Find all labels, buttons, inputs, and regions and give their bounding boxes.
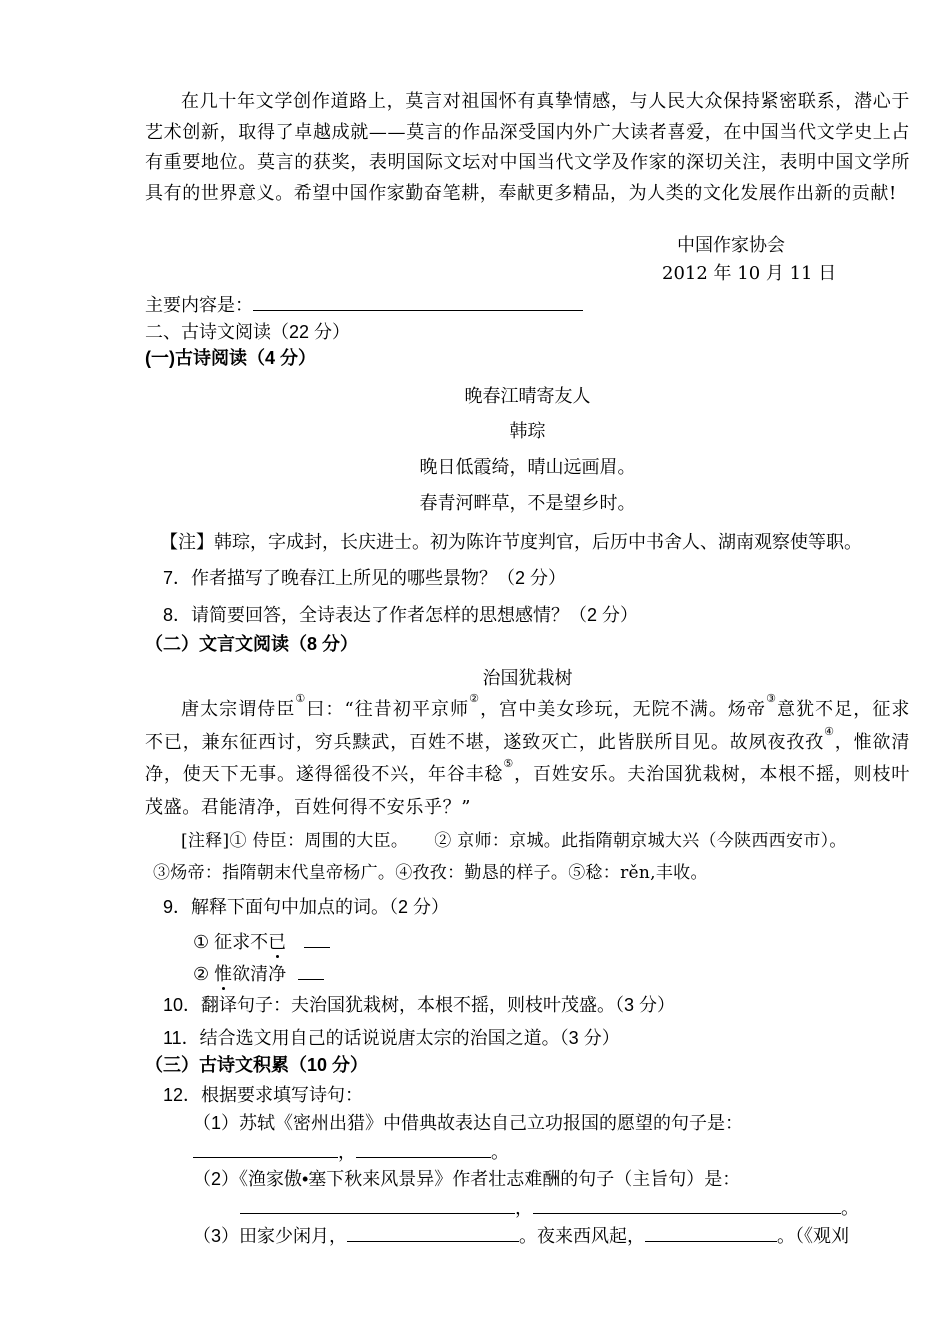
q12-3-text-mid: 。夜来西风起， [519,1226,646,1246]
text-seg-2: 曰：“往昔初平京师 [306,699,470,720]
question-12-1: （1）苏轼《密州出猎》中借典故表达自己立功报国的愿望的句子是： [193,1113,744,1133]
question-12-1-blanks [193,1139,509,1164]
note-ref-2: ② [469,692,481,705]
question-8: 8．请简要回答，全诗表达了作者怎样的思想感情？（2 分） [163,605,639,625]
poem-note: 【注】韩琮，字成封，长庆进士。初为陈许节度判官，后历中书舍人、湖南观察使等职。 [160,532,862,552]
poem-line-2: 春青河畔草，不是望乡时。 [419,493,636,514]
question-7: 7．作者描写了晚春江上所见的哪些景物？（2 分） [163,568,567,588]
annotation-line-1: [注释]① 侍臣：周围的大臣。 ② 京师：京城。此指隋朝京城大兴（今陕西西安市）。 [181,831,847,851]
main-content-row [145,292,583,317]
note-ref-1: ① [295,692,307,705]
annotation-line-2: ③炀帝：指隋朝末代皇帝杨广。④孜孜：勤恳的样子。⑤稔：rěn,丰收。 [153,863,708,883]
question-12: 12．根据要求填写诗句： [163,1085,364,1105]
q12-2-blank-1[interactable] [240,1195,515,1214]
q12-3-text-post: 。（《观刈 [777,1226,850,1246]
q9-2-text: ② [193,964,215,984]
question-9-item-2 [193,961,324,986]
q9-1-blank[interactable] [304,929,330,948]
q12-3-text-pre: （3）田家少闲月， [193,1226,348,1246]
note-ref-5: ⑤ [503,757,515,770]
question-12-3 [193,1223,849,1248]
text-seg-1: 唐太宗谓侍臣 [181,699,296,720]
q12-1-comma: ， [338,1142,356,1162]
classical-text-title: 治国犹栽树 [482,668,573,688]
classical-text-paragraph [145,694,910,824]
section2-title: 二、古诗文阅读（22 分） [145,322,351,342]
q9-2-text-post: 欲清净 [232,964,287,984]
poem-line-1: 晚日低霞绮，晴山远画眉。 [419,457,636,478]
q12-1-blank-1[interactable] [193,1139,338,1158]
poem-author: 韩琮 [509,421,546,442]
q9-1-text: ① 征求不 [193,932,269,952]
q9-2-dotted-word: 惟 [214,964,233,984]
main-content-label: 主要内容是： [145,295,253,315]
part1-title: (一)古诗阅读（4 分） [145,348,316,368]
question-12-2: （2）《渔家傲•塞下秋来风景异》作者壮志难酬的句子（主旨句）是： [193,1169,741,1189]
text-seg-4: 意犹不足，征求不已，兼东征西讨，穷兵黩武，百姓不堪，遂致灭亡，此皆朕所目见。故夙夜孜孜 [145,699,911,753]
q12-1-blank-2[interactable] [356,1139,491,1158]
q12-2-period: 。 [841,1198,859,1218]
q12-3-blank-1[interactable] [347,1223,519,1242]
text-seg-6: ，百姓安乐。夫治国犹栽树，本根不摇，则枝叶茂盛。君能清净，百姓何得不安乐乎？” [145,764,910,818]
question-11: 11．结合选文用自己的话说说唐太宗的治国之道。（3 分） [163,1028,620,1048]
q12-3-blank-2[interactable] [645,1223,777,1242]
question-12-2-blanks [240,1195,859,1220]
text-seg-3: ，宫中美女珍玩，无院不满。炀帝 [480,699,767,720]
poem-title: 晚春江晴寄友人 [464,386,591,406]
q12-1-period: 。 [491,1142,509,1162]
text-seg-5: ，惟欲清净，使天下无事。遂得徭役不兴，年谷丰稔 [145,731,910,785]
main-content-blank[interactable] [253,292,583,311]
question-9-item-1 [193,929,330,954]
note-ref-3: ③ [766,692,778,705]
question-10: 10．翻译句子：夫治国犹栽树，本根不摇，则枝叶茂盛。（3 分） [163,995,676,1015]
q12-2-comma: ， [515,1198,533,1218]
intro-paragraph: 在几十年文学创作道路上，莫言对祖国怀有真挚情感，与人民大众保持紧密联系，潜心于艺术创新，取得了卓越成就——莫言的作品深受国内外广大读者喜爱，在中国当代文学史上占有重要地位。莫言的获奖，表明国际文坛对中国当代文学及作家的深切关注，表明中国文学所具有的世界意义。希望中国作家勤奋笔耕，奉献更多精品，为人类的文化发展作出新的贡献! [145,91,910,204]
note-ref-4: ④ [824,724,835,738]
signature-org: 中国作家协会 [677,235,785,256]
q9-1-dotted-word: 已 [268,932,287,952]
part3-title: （三）古诗文积累（10 分） [145,1055,369,1075]
question-9: 9．解释下面句中加点的词。（2 分） [163,897,450,917]
signature-date: 2012 年 10 月 11 日 [662,263,837,284]
q9-2-blank[interactable] [298,961,324,980]
part2-title: （二）文言文阅读（8 分） [145,634,359,654]
q12-2-blank-2[interactable] [533,1195,841,1214]
